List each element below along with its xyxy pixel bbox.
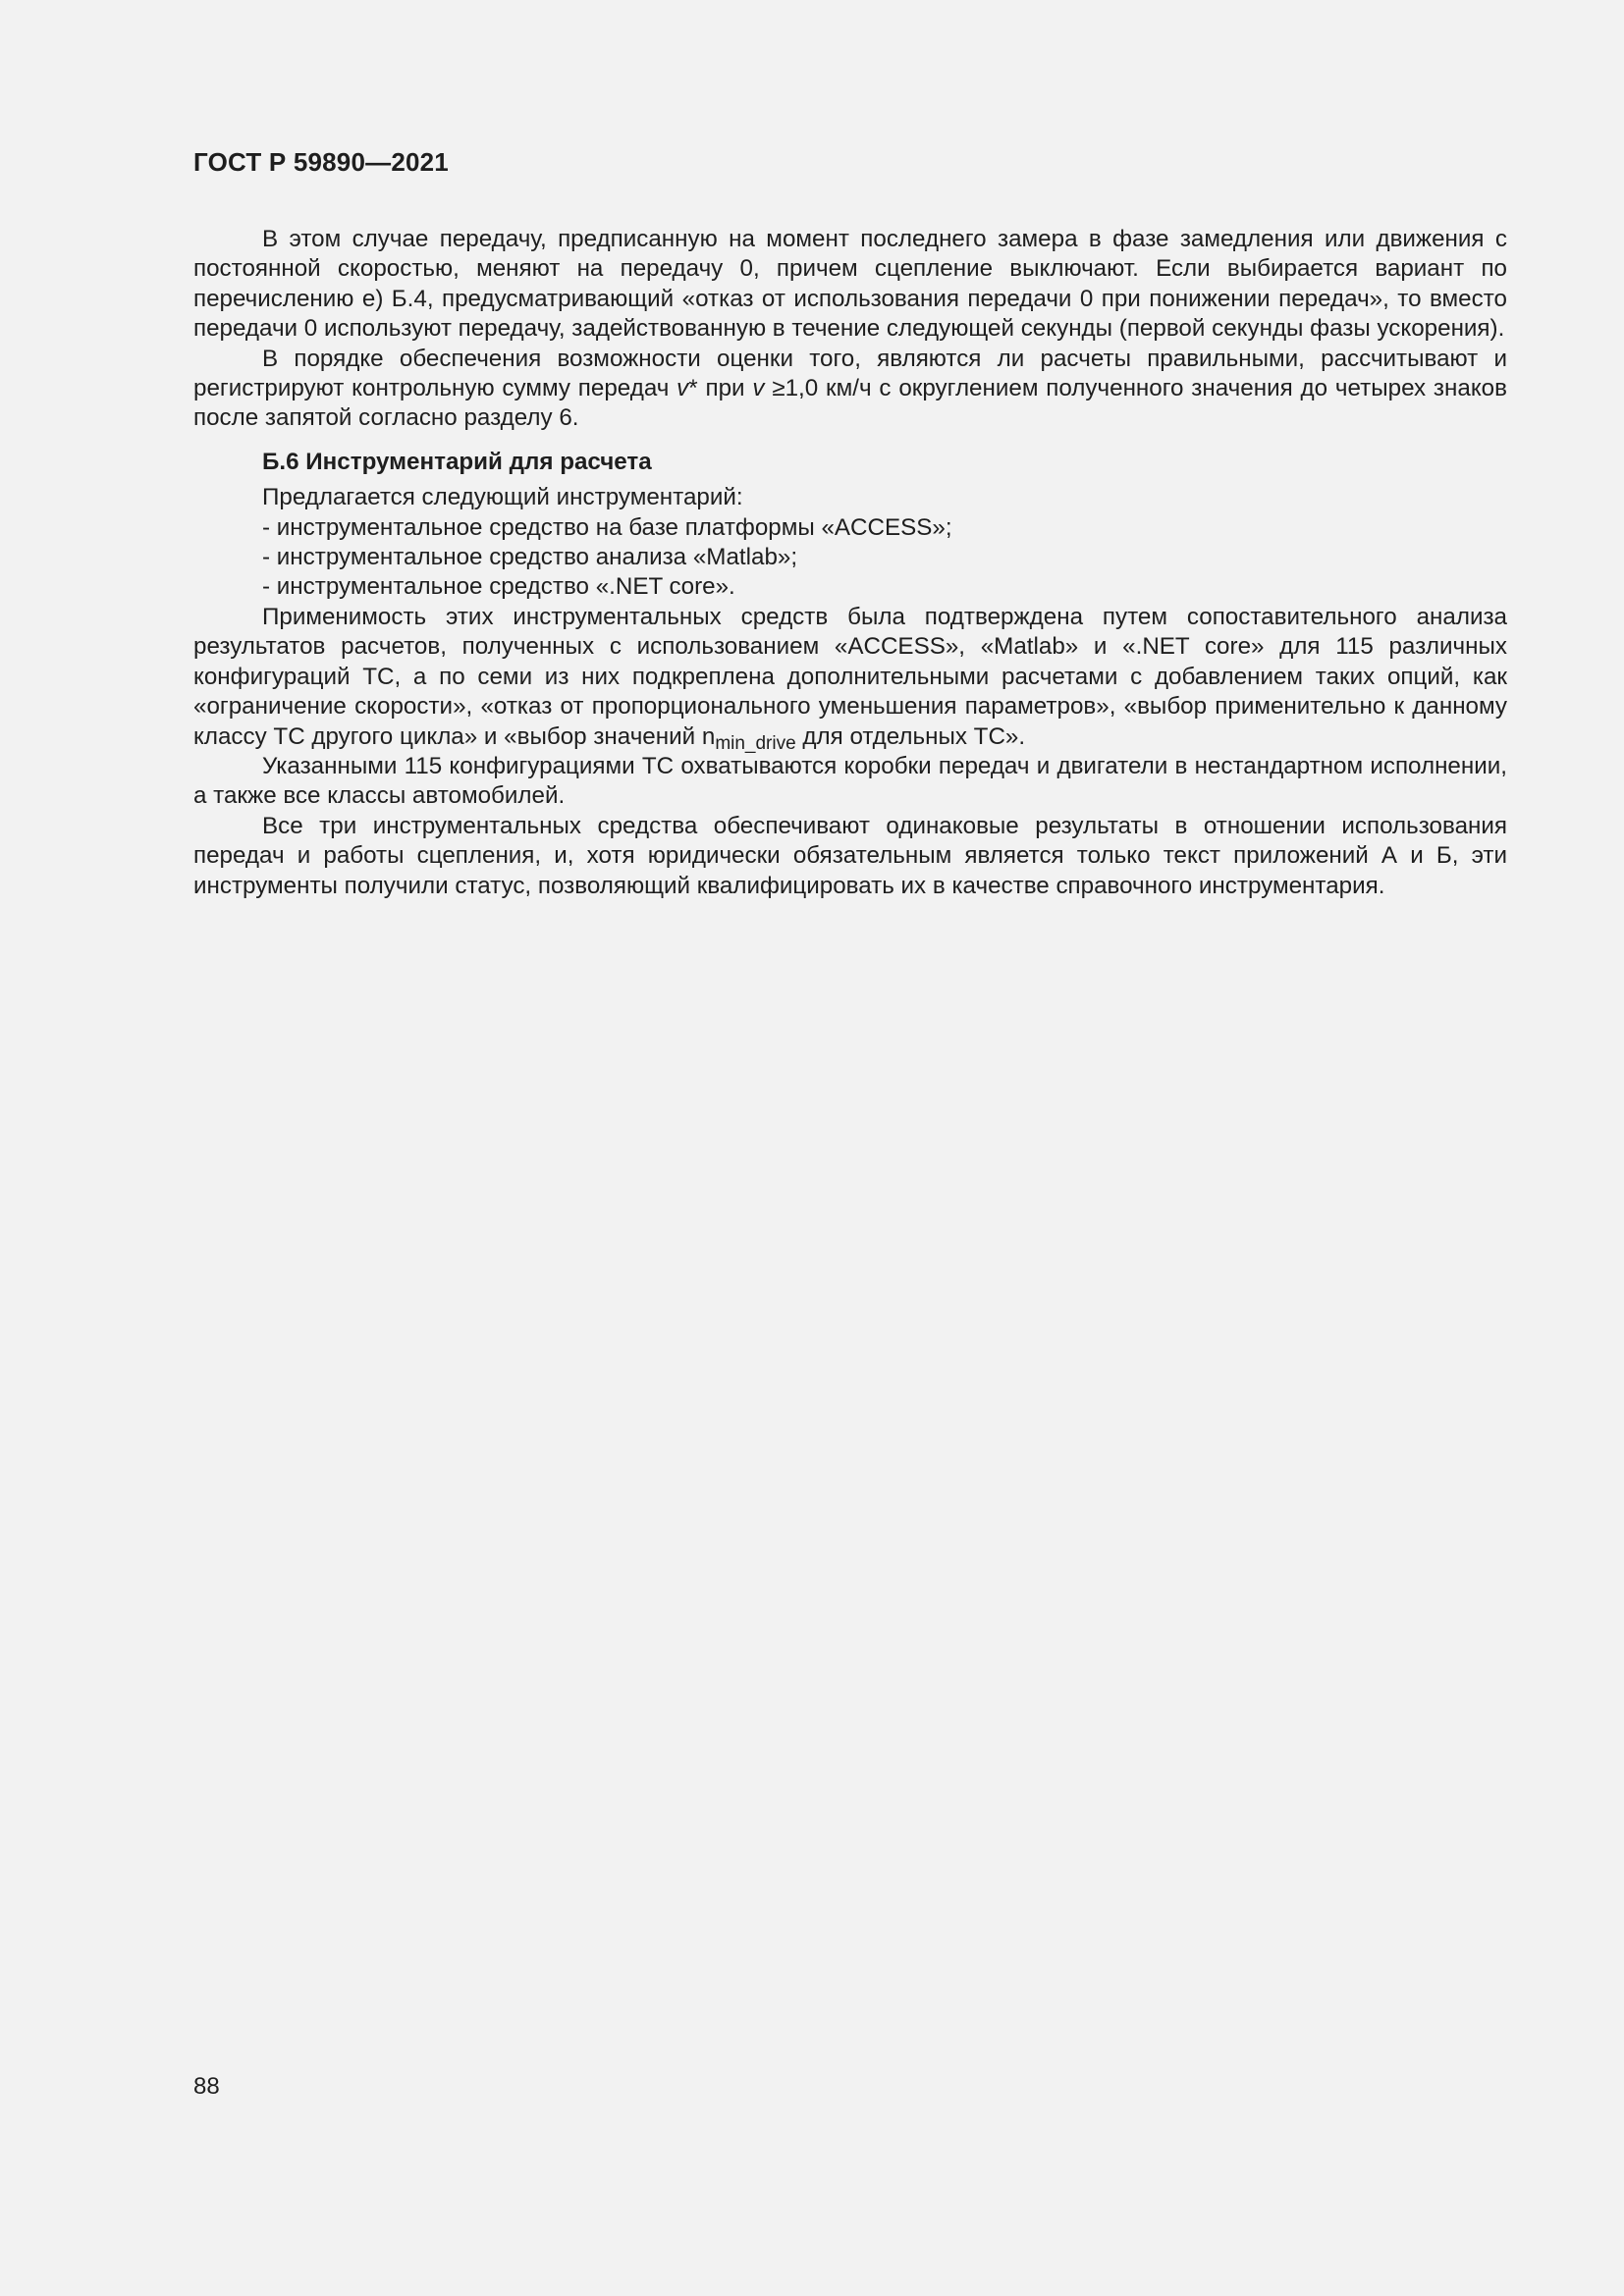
subscript-min-drive: min_drive: [715, 732, 796, 754]
paragraph-tools-intro: Предлагается следующий инструментарий:: [262, 484, 743, 511]
velocity-symbol: v: [752, 375, 765, 402]
list-item: - инструментальное средство «.NET core».: [262, 573, 735, 601]
checksum-text-start: В порядке обеспечения возможности оценки того, являются ли расчеты правильными, рассчитывают и регистрируют контрольную сумму передач: [193, 345, 1507, 402]
paragraph-gear-change: В этом случае передачу, предписанную на момент последнего замера в фазе замедления или движения с постоянной скоростью, меняют на передачу 0, причем сцепление выключают. Если выбирается вариант по перечислению е) Б.4, предусматривающий «отказ от использования передачи 0 при понижении передач», то вместо передачи 0 используют передачу, задействованную в течение следующей секунды (первой секунды фазы ускорения).: [193, 226, 1507, 343]
applicability-text: Применимость этих инструментальных средств была подтверждена путем сопоставительного анализа результатов расчетов, полученных с использованием «ACCESS», «Matlab» и «.NET core» для 115 различных конфигураций ТС, а по семи из них подкреплена дополнительными расчетами с добавлением таких опций, как «ограничение скорости», «отказ от пропорционального уменьшения параметров», «выбор применительно к данному классу ТС другого цикла» и «выбор значений n: [193, 603, 1507, 750]
paragraph-checksum: [193, 345, 1507, 434]
section-heading: Б.6 Инструментарий для расчета: [262, 448, 652, 475]
paragraph-reference-tools: Все три инструментальных средства обеспечивают одинаковые результаты в отношении использования передач и работы сцепления, и, хотя юридически обязательным является только текст приложений А и Б, эти инструменты получили статус, позволяющий квалифицировать их в качестве справочного инструментария.: [193, 812, 1507, 899]
applicability-text-end: для отдельных ТС».: [795, 722, 1026, 750]
checksum-text-mid: * при: [688, 375, 753, 402]
page-number: 88: [193, 2073, 220, 2100]
checksum-text-end: ≥1,0 км/ч с округлением полученного значения до четырех знаков после запятой согласно разделу 6.: [193, 375, 1507, 432]
paragraph-configurations: Указанными 115 конфигурациями ТС охватываются коробки передач и двигатели в нестандартном исполнении, а также все классы автомобилей.: [193, 752, 1507, 810]
velocity-symbol: v: [677, 375, 689, 402]
list-item: - инструментальное средство анализа «Matlab»;: [262, 544, 798, 571]
paragraph-applicability: [193, 603, 1507, 752]
document-body: [193, 225, 1507, 901]
document-header: ГОСТ Р 59890—2021: [193, 147, 449, 177]
list-item: - инструментальное средство на базе платформы «ACCESS»;: [262, 513, 952, 541]
